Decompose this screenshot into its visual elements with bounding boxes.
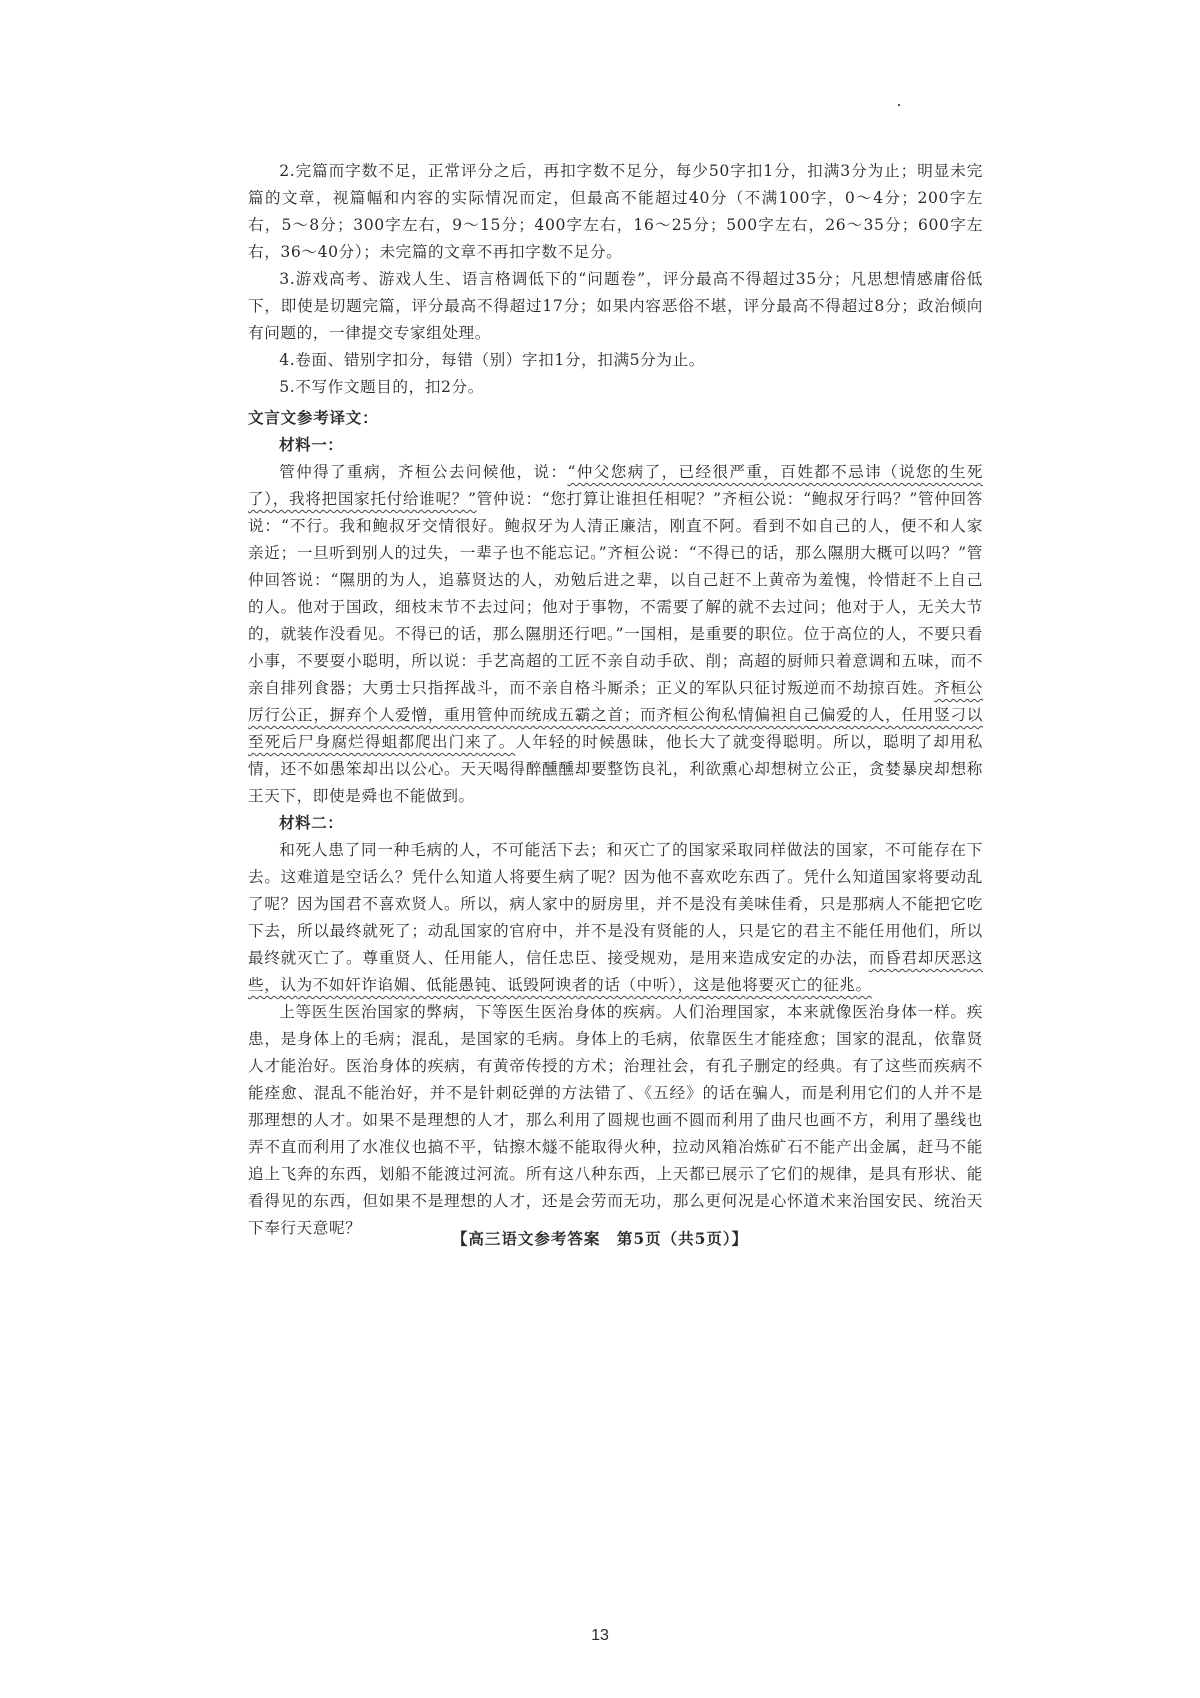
scan-speck <box>898 104 900 106</box>
material1-paragraph <box>248 459 983 810</box>
page-footer: 【高三语文参考答案 第5页（共5页）】 <box>451 1229 749 1248</box>
scoring-rule-2: 2.完篇而字数不足，正常评分之后，再扣字数不足分，每少50字扣1分，扣满3分为止；明显未完篇的文章，视篇幅和内容的实际情况而定，但最高不能超过40分（不满100字，0～4分；200字左右，5～8分；300字左右，9～15分；400字左右，16～25分；500字左右，26～35分；600字左右，36～40分）；未完篇的文章不再扣字数不足分。 <box>248 162 983 261</box>
material1-text-c: 管仲说：“您打算让谁担任相呢？”齐桓公说：“鲍叔牙行吗？”管仲回答说：“不行。我和鲍叔牙交情很好。鲍叔牙为人清正廉洁，刚直不阿。看到不如自己的人，便不和人家亲近；一旦听到别人的过失，一辈子也不能忘记。”齐桓公说：“不得已的话，那么隰朋大概可以吗？”管仲回答说：“隰朋的为人，追慕贤达的人，劝勉后进之辈，以自己赶不上黄帝为羞愧，怜惜赶不上自己的人。他对于国政，细枝末节不去过问；他对于事物，不需要了解的就不去过问；他对于人，无关大节的，就装作没看见。不得已的话，那么隰朋还行吧。”一国相，是重要的职位。位于高位的人，不要只看小事，不要耍小聪明，所以说：手艺高超的工匠不亲自动手砍、削；高超的厨师只着意调和五味，而不亲自排列食器；大勇士只指挥战斗，而不亲自格斗厮杀；正义的军队只征讨叛逆而不劫掠百姓。 <box>248 490 983 697</box>
scoring-rule-3: 3.游戏高考、游戏人生、语言格调低下的“问题卷”，评分最高不得超过35分；凡思想情感庸俗低下，即使是切题完篇，评分最高不得超过17分；如果内容恶俗不堪，评分最高不得超过8分；政治倾向有问题的，一律提交专家组处理。 <box>248 270 983 342</box>
scoring-rule-4: 4.卷面、错别字扣分，每错（别）字扣1分，扣满5分为止。 <box>279 351 705 369</box>
material2-underlined-sentence: 而昏君却厌恶这些，认为不如奸诈谄媚、低能愚钝、诋毁阿谀者的话（中听），这是他将要灭亡的征兆。 <box>248 949 983 994</box>
page-content <box>248 158 983 1242</box>
material1-text-a: 管仲得了重病，齐桓公去问候他，说： <box>279 463 568 481</box>
page-number: 13 <box>591 1627 609 1644</box>
material1-underlined-key-sentence: 齐桓公厉行公正，摒弃个人爱憎，重用管仲而统成五霸之首；而齐桓公徇私情偏袒自己偏爱的人，任用竖刁以至死后尸身腐烂得蛆都爬出门来了。 <box>248 679 983 751</box>
scoring-rule-5: 5.不写作文题目的，扣2分。 <box>279 378 484 396</box>
material1-text-e: 人年轻的时候愚昧，他长大了就变得聪明。所以，聪明了却用私情，还不如愚笨却出以公心。天天喝得醉醺醺却要整饬良礼，利欲熏心却想树立公正，贪婪暴戾却想称王天下，即使是舜也不能做到。 <box>248 733 983 805</box>
translation-heading: 文言文参考译文： <box>248 409 379 427</box>
material2-paragraph-1 <box>248 837 983 999</box>
material2-title: 材料二： <box>279 814 344 832</box>
material2-paragraph-2: 上等医生医治国家的弊病，下等医生医治身体的疾病。人们治理国家，本来就像医治身体一样。疾患，是身体上的毛病；混乱，是国家的毛病。身体上的毛病，依靠医生才能痊愈；国家的混乱，依靠贤人才能治好。医治身体的疾病，有黄帝传授的方术；治理社会，有孔子删定的经典。有了这些而疾病不能痊愈、混乱不能治好，并不是针刺砭弹的方法错了、《五经》的话在骗人，而是利用它们的人并不是那理想的人才。如果不是理想的人才，那么利用了圆规也画不圆而利用了曲尺也画不方，利用了墨线也弄不直而利用了水准仪也搞不平，钻擦木燧不能取得火种，拉动风箱冶炼矿石不能产出金属，赶马不能追上飞奔的东西，划船不能渡过河流。所有这八种东西，上天都已展示了它们的规律，是具有形状、能看得见的东西，但如果不是理想的人才，还是会劳而无功，那么更何况是心怀道术来治国安民、统治天下奉行天意呢？ <box>248 1003 983 1237</box>
material1-underlined-quote: “仲父您病了，已经很严重，百姓都不忌讳（说您的生死了），我将把国家托付给谁呢？” <box>248 463 983 508</box>
material2-text-a: 和死人患了同一种毛病的人，不可能活下去；和灭亡了的国家采取同样做法的国家，不可能存在下去。这难道是空话么？凭什么知道人将要生病了呢？因为他不喜欢吃东西了。凭什么知道国家将要动乱了呢？因为国君不喜欢贤人。所以，病人家中的厨房里，并不是没有美味佳肴，只是那病人不能把它吃下去，所以最终就死了；动乱国家的官府中，并不是没有贤能的人，只是它的君主不能任用他们，所以最终就灭亡了。尊重贤人、任用能人，信任忠臣、接受规劝，是用来造成安定的办法， <box>248 841 983 967</box>
material1-title: 材料一： <box>279 436 344 454</box>
